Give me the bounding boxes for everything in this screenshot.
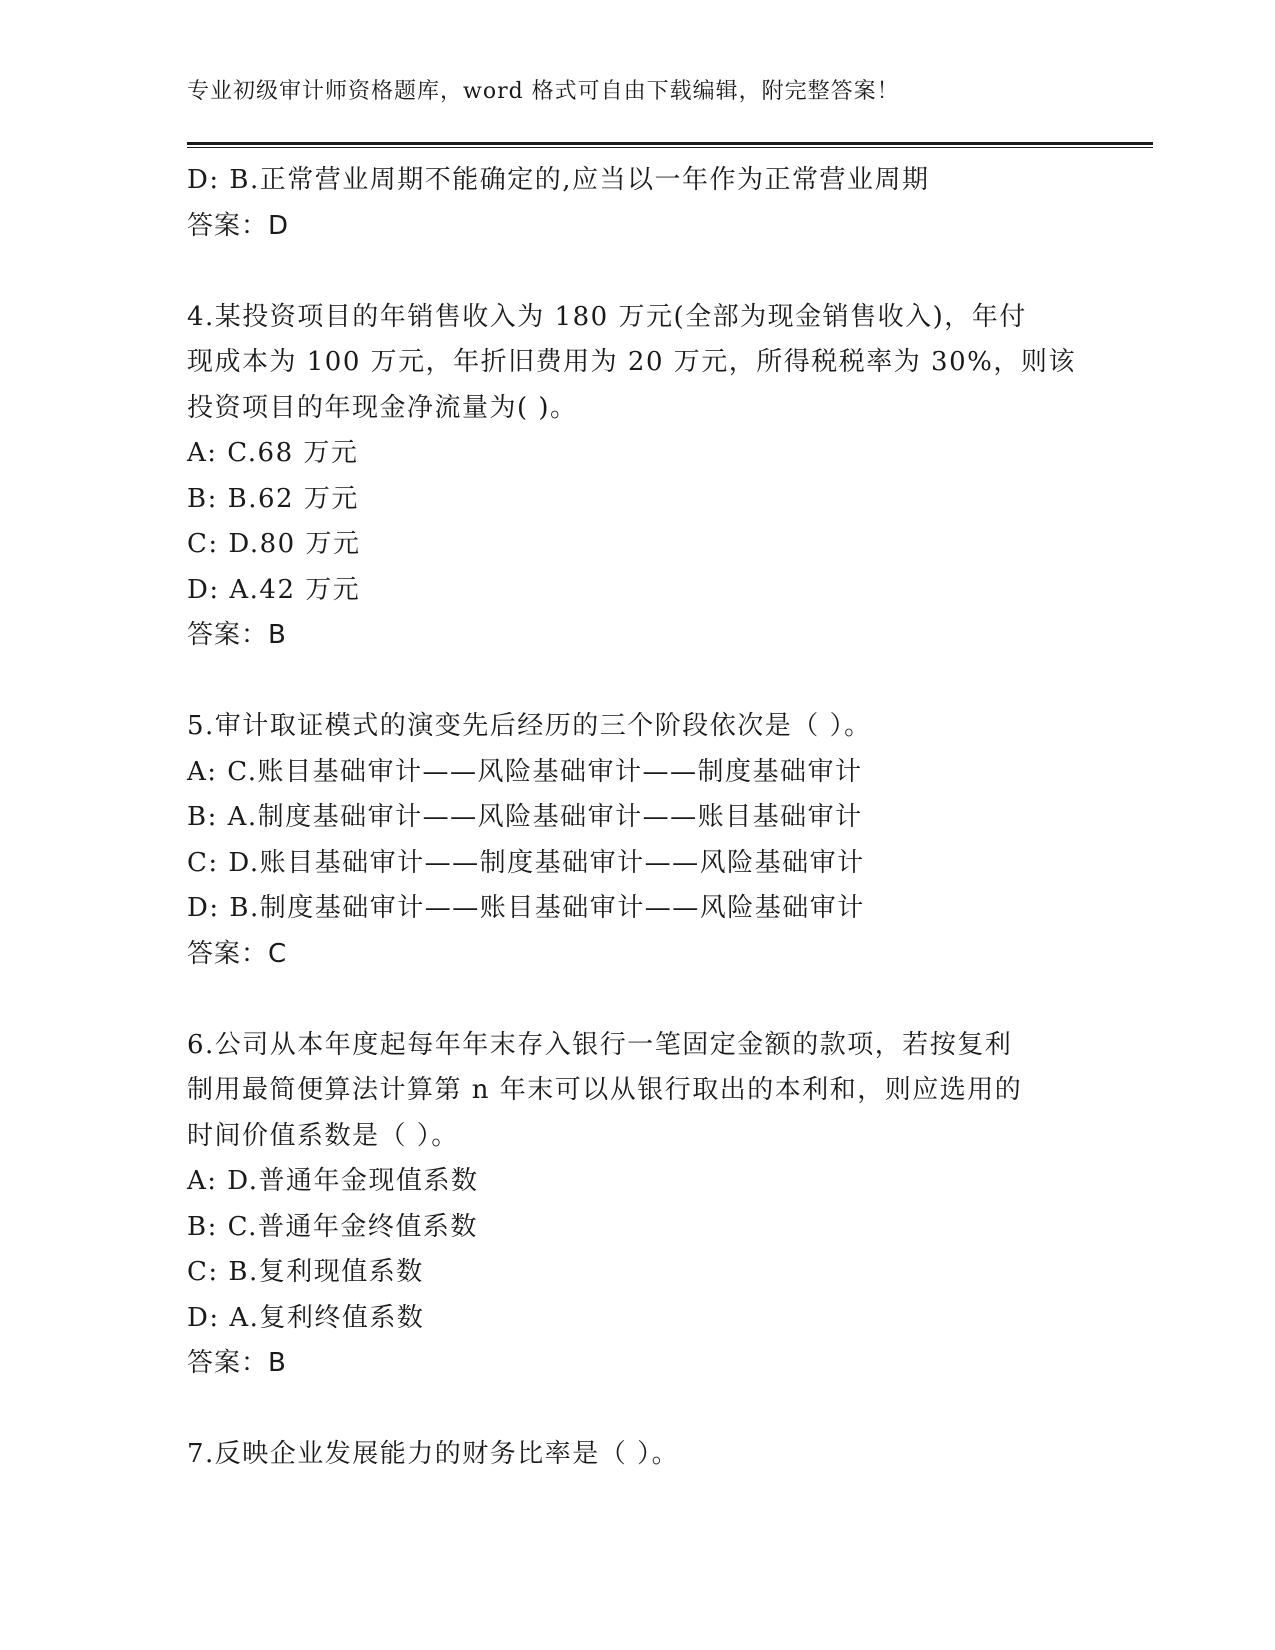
option-b: B: C.普通年金终值系数 xyxy=(187,1211,478,1242)
option-c: C: B.复利现值系数 xyxy=(187,1257,424,1287)
spacer xyxy=(187,659,1087,705)
page-header: 专业初级审计师资格题库，word 格式可自由下载编辑，附完整答案！ xyxy=(187,79,900,104)
question-stem-line: 制用最简便算法计算第 n 年末可以从银行取出的本利和，则应选用的 xyxy=(187,1075,1023,1105)
spacer xyxy=(187,249,1087,295)
answer: 答案：C xyxy=(187,938,288,969)
question-stem-line: 5.审计取证模式的演变先后经历的三个阶段依次是（ ）。 xyxy=(187,711,872,741)
question-6 xyxy=(187,1023,1087,1387)
carryover-answer: 答案：D xyxy=(187,210,290,241)
question-stem-line: 6.公司从本年度起每年年末存入银行一笔固定金额的款项，若按复利 xyxy=(187,1029,1013,1060)
question-content xyxy=(187,158,1087,1478)
question-4 xyxy=(187,295,1087,659)
option-a: A: C.账目基础审计——风险基础审计——制度基础审计 xyxy=(187,756,863,787)
question-stem-line: 时间价值系数是（ ）。 xyxy=(187,1120,459,1151)
option-a: A: D.普通年金现值系数 xyxy=(187,1166,479,1196)
spacer xyxy=(187,1387,1087,1433)
option-b: B: B.62 万元 xyxy=(187,483,359,514)
carryover-option-d: D: B.正常营业周期不能确定的,应当以一年作为正常营业周期 xyxy=(187,165,930,195)
question-stem-line: 投资项目的年现金净流量为( )。 xyxy=(187,392,578,423)
answer: 答案：B xyxy=(187,620,287,650)
option-d: D: A.复利终值系数 xyxy=(187,1302,425,1333)
answer: 答案：B xyxy=(187,1348,287,1378)
option-a: A: C.68 万元 xyxy=(187,438,359,468)
question-stem-line: 现成本为 100 万元，年折旧费用为 20 万元，所得税税率为 30%，则该 xyxy=(187,347,1076,377)
header-rule xyxy=(187,142,1153,148)
option-c: C: D.账目基础审计——制度基础审计——风险基础审计 xyxy=(187,847,865,878)
question-7 xyxy=(187,1432,1087,1478)
option-d: D: A.42 万元 xyxy=(187,574,361,605)
question-5 xyxy=(187,704,1087,977)
question-stem-line: 4.某投资项目的年销售收入为 180 万元(全部为现金销售收入)，年付 xyxy=(187,301,1027,332)
option-d: D: B.制度基础审计——账目基础审计——风险基础审计 xyxy=(187,893,865,923)
option-b: B: A.制度基础审计——风险基础审计——账目基础审计 xyxy=(187,802,863,832)
question-stem-line: 7.反映企业发展能力的财务比率是（ ）。 xyxy=(187,1439,680,1469)
spacer xyxy=(187,977,1087,1023)
option-c: C: D.80 万元 xyxy=(187,529,361,559)
